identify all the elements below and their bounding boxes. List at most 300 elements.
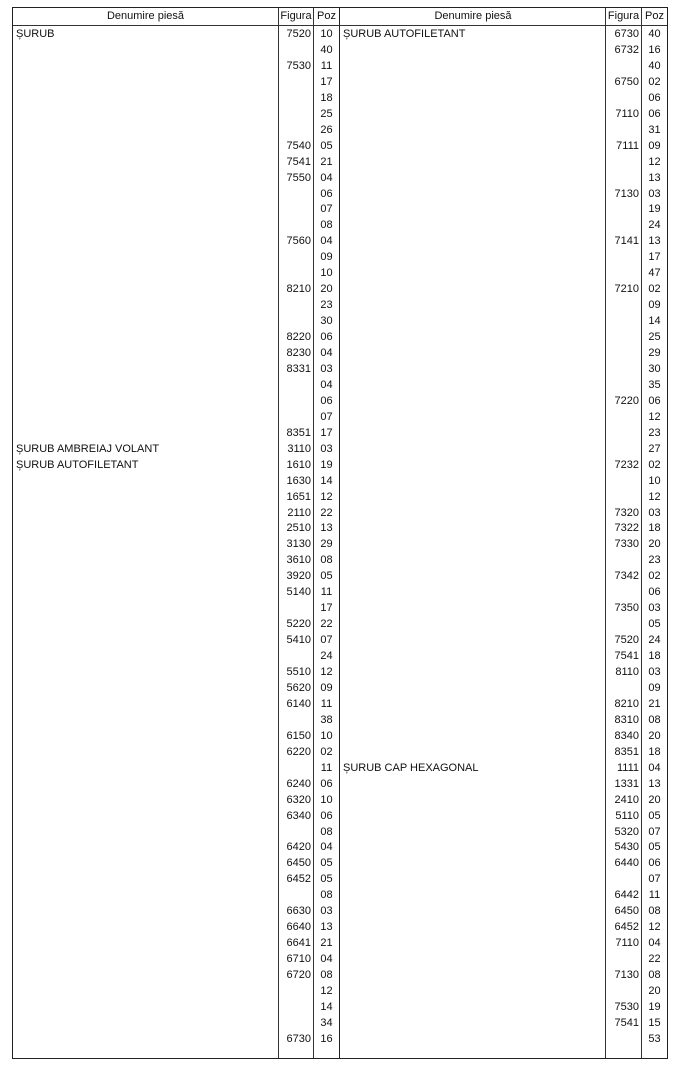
left-row-name xyxy=(16,249,274,265)
left-row-figura: 3920 xyxy=(286,570,311,583)
left-row-figura xyxy=(279,887,311,903)
right-row-name xyxy=(343,664,601,680)
right-row-figura: 6750 xyxy=(614,75,639,88)
right-row-name xyxy=(343,951,601,967)
right-row-name xyxy=(343,520,601,536)
left-row-name xyxy=(16,313,274,329)
left-row-figura: 7530 xyxy=(286,59,311,72)
left-row-name xyxy=(16,473,274,489)
right-row-figura xyxy=(606,1031,639,1047)
right-row-figura: 7111 xyxy=(616,139,639,152)
left-row-figura xyxy=(279,983,311,999)
right-row-name xyxy=(343,361,601,377)
right-row-poz: 23 xyxy=(648,554,661,567)
right-row-figura: 7130 xyxy=(614,187,639,200)
right-row-name xyxy=(343,600,601,616)
left-row-figura: 5410 xyxy=(286,634,311,647)
right-header-name: Denumire piesă xyxy=(434,10,512,22)
left-row-poz: 07 xyxy=(320,410,333,423)
left-row-name xyxy=(16,505,274,521)
right-row-poz: 06 xyxy=(648,857,661,870)
left-row-poz: 04 xyxy=(320,235,333,248)
left-row-name xyxy=(16,265,274,281)
right-row-name xyxy=(343,281,601,297)
left-row-figura: 7540 xyxy=(286,139,311,152)
left-row-poz: 19 xyxy=(320,458,333,471)
right-row-name xyxy=(343,616,601,632)
right-row-name xyxy=(343,808,601,824)
right-row-figura xyxy=(606,345,639,361)
right-row-poz: 04 xyxy=(648,937,661,950)
right-row-name xyxy=(343,999,601,1015)
left-row-name xyxy=(16,792,274,808)
left-header-figura: Figura xyxy=(280,10,312,22)
left-row-figura: 5220 xyxy=(286,618,311,631)
right-row-name: ȘURUB CAP HEXAGONAL xyxy=(343,761,479,774)
right-row-name xyxy=(343,935,601,951)
left-row-figura xyxy=(279,186,311,202)
right-row-poz: 03 xyxy=(648,187,661,200)
right-row-figura: 7530 xyxy=(614,1000,639,1013)
right-row-name xyxy=(343,217,601,233)
right-row-poz: 10 xyxy=(648,474,661,487)
table-half-divider xyxy=(339,8,340,1058)
right-row-name xyxy=(343,792,601,808)
right-row-figura xyxy=(606,154,639,170)
right-row-name xyxy=(343,1031,601,1047)
left-row-poz: 12 xyxy=(320,666,333,678)
left-row-poz: 17 xyxy=(320,602,333,615)
right-row-name xyxy=(343,42,601,58)
left-row-name xyxy=(16,776,274,792)
right-row-poz: 12 xyxy=(648,921,661,934)
left-row-poz: 06 xyxy=(320,394,333,407)
left-row-poz: 22 xyxy=(320,506,333,519)
right-row-poz: 13 xyxy=(648,777,661,790)
left-row-figura xyxy=(279,393,311,409)
left-row-name xyxy=(16,520,274,536)
right-row-poz: 15 xyxy=(648,1016,661,1029)
right-row-poz: 19 xyxy=(648,1000,661,1013)
right-row-name xyxy=(343,887,601,903)
left-row-figura: 6730 xyxy=(286,1032,311,1045)
left-row-name xyxy=(16,329,274,345)
right-row-figura: 6730 xyxy=(614,28,639,40)
left-row-figura xyxy=(279,217,311,233)
right-row-figura: 7110 xyxy=(615,937,639,950)
right-row-name xyxy=(343,696,601,712)
right-row-name xyxy=(343,313,601,329)
left-row-name xyxy=(16,696,274,712)
left-row-poz: 04 xyxy=(320,953,333,966)
right-row-poz: 12 xyxy=(648,410,661,423)
right-row-poz: 18 xyxy=(648,650,661,663)
left-row-poz: 11 xyxy=(320,59,333,72)
right-row-poz: 12 xyxy=(648,155,661,168)
right-row-poz: 16 xyxy=(648,43,661,56)
left-row-name xyxy=(16,393,274,409)
left-row-poz: 07 xyxy=(320,634,333,647)
right-header-poz: Poz xyxy=(645,10,664,22)
left-row-name xyxy=(16,983,274,999)
left-row-poz: 04 xyxy=(320,171,333,184)
right-row-poz: 12 xyxy=(648,490,661,503)
left-row-poz: 10 xyxy=(320,28,333,40)
left-row-poz: 08 xyxy=(320,969,333,982)
right-row-figura xyxy=(606,361,639,377)
left-row-figura: 1651 xyxy=(286,490,311,503)
left-row-name: ȘURUB xyxy=(16,28,55,40)
left-header-name: Denumire piesă xyxy=(106,10,185,22)
left-row-poz: 10 xyxy=(320,729,333,742)
right-row-figura: 7320 xyxy=(614,506,639,519)
left-row-figura xyxy=(279,760,311,776)
right-row-poz: 29 xyxy=(648,347,661,359)
right-row-figura: 5430 xyxy=(614,841,639,854)
left-row-poz: 14 xyxy=(320,474,333,487)
left-row-name xyxy=(16,297,274,313)
left-row-name xyxy=(16,345,274,361)
left-row-name xyxy=(16,935,274,951)
right-row-poz: 18 xyxy=(648,745,661,758)
right-row-name xyxy=(343,90,601,106)
left-row-name xyxy=(16,201,274,217)
right-row-figura xyxy=(606,983,639,999)
right-row-name xyxy=(343,473,601,489)
left-row-name xyxy=(16,233,274,249)
right-row-poz: 23 xyxy=(648,426,661,439)
left-row-name xyxy=(16,648,274,664)
left-row-poz: 14 xyxy=(320,1000,333,1013)
left-row-figura: 6630 xyxy=(286,905,311,918)
left-row-poz: 09 xyxy=(320,251,333,264)
right-row-poz: 17 xyxy=(648,251,661,264)
right-row-figura xyxy=(606,249,639,265)
right-row-figura xyxy=(606,313,639,329)
right-row-name xyxy=(343,457,601,473)
left-row-poz: 03 xyxy=(320,442,333,455)
left-row-poz: 08 xyxy=(320,554,333,567)
left-row-poz: 23 xyxy=(320,299,333,312)
left-row-figura: 7520 xyxy=(286,28,311,40)
right-row-figura: 8210 xyxy=(614,697,639,710)
left-row-poz: 10 xyxy=(320,793,333,806)
left-row-poz: 05 xyxy=(320,857,333,870)
right-row-name xyxy=(343,552,601,568)
right-row-figura: 6450 xyxy=(614,905,639,918)
left-row-name xyxy=(16,887,274,903)
left-row-name xyxy=(16,122,274,138)
left-row-figura xyxy=(279,377,311,393)
left-row-name: ȘURUB AMBREIAJ VOLANT xyxy=(16,442,160,455)
right-row-name xyxy=(343,1015,601,1031)
left-row-name xyxy=(16,377,274,393)
left-row-name xyxy=(16,568,274,584)
left-row-poz: 30 xyxy=(320,315,333,328)
right-row-poz: 02 xyxy=(648,75,661,88)
left-row-figura: 5620 xyxy=(286,681,311,694)
left-row-name xyxy=(16,760,274,776)
left-row-poz: 11 xyxy=(320,761,333,774)
right-row-poz: 09 xyxy=(648,139,661,152)
right-row-poz: 20 xyxy=(648,793,661,806)
right-row-figura: 1331 xyxy=(614,777,639,790)
right-row-poz: 06 xyxy=(648,586,661,599)
left-row-name xyxy=(16,552,274,568)
right-row-poz: 25 xyxy=(648,331,661,344)
right-row-figura: 7541 xyxy=(614,1016,639,1029)
left-row-poz: 24 xyxy=(320,650,333,663)
left-row-name xyxy=(16,919,274,935)
right-row-name xyxy=(343,74,601,90)
left-row-figura xyxy=(279,201,311,217)
left-row-figura xyxy=(279,999,311,1015)
left-row-name xyxy=(16,361,274,377)
left-row-name xyxy=(16,425,274,441)
left-row-name xyxy=(16,170,274,186)
left-row-poz: 13 xyxy=(320,921,333,934)
left-row-poz: 21 xyxy=(320,155,333,168)
left-row-poz: 11 xyxy=(320,586,333,599)
left-row-name xyxy=(16,951,274,967)
right-row-name xyxy=(343,824,601,840)
left-row-name xyxy=(16,489,274,505)
left-row-name xyxy=(16,186,274,202)
right-row-name xyxy=(343,855,601,871)
left-row-poz: 34 xyxy=(320,1016,333,1029)
right-row-name xyxy=(343,122,601,138)
left-row-figura xyxy=(279,265,311,281)
right-row-name xyxy=(343,680,601,696)
left-row-figura: 6450 xyxy=(286,857,311,870)
left-row-figura: 6150 xyxy=(286,729,311,742)
right-row-poz: 21 xyxy=(648,697,661,710)
left-row-poz: 06 xyxy=(320,777,333,790)
right-row-name xyxy=(343,648,601,664)
left-row-figura: 7541 xyxy=(286,155,311,168)
left-row-poz: 10 xyxy=(320,267,333,280)
left-row-figura: 8220 xyxy=(286,331,311,344)
right-row-poz: 19 xyxy=(648,203,661,216)
right-row-name xyxy=(343,409,601,425)
right-row-poz: 13 xyxy=(648,235,661,248)
right-row-name xyxy=(343,233,601,249)
left-row-poz: 17 xyxy=(320,75,333,88)
right-row-name xyxy=(343,839,601,855)
right-row-poz: 02 xyxy=(648,283,661,296)
left-row-poz: 11 xyxy=(320,697,333,710)
left-row-figura xyxy=(279,297,311,313)
left-row-figura: 3130 xyxy=(286,538,311,551)
left-row-figura: 8230 xyxy=(286,347,311,359)
left-row-name xyxy=(16,106,274,122)
left-row-name xyxy=(16,217,274,233)
right-row-poz: 06 xyxy=(648,91,661,104)
right-row-poz: 08 xyxy=(648,713,661,726)
left-row-name xyxy=(16,808,274,824)
left-row-name xyxy=(16,1015,274,1031)
right-row-poz: 27 xyxy=(648,442,661,455)
left-row-poz: 06 xyxy=(320,187,333,200)
left-row-figura xyxy=(279,249,311,265)
left-row-figura: 6452 xyxy=(286,873,311,886)
right-row-name xyxy=(343,568,601,584)
left-row-name xyxy=(16,744,274,760)
left-row-poz: 13 xyxy=(320,522,333,535)
left-row-name xyxy=(16,74,274,90)
left-row-figura xyxy=(279,824,311,840)
left-row-figura xyxy=(279,122,311,138)
right-row-poz: 06 xyxy=(648,107,661,120)
right-row-figura: 5110 xyxy=(615,809,639,822)
left-row-figura: 2510 xyxy=(286,522,311,535)
right-row-figura xyxy=(606,217,639,233)
right-row-poz: 05 xyxy=(648,618,661,631)
right-row-figura: 2410 xyxy=(614,793,639,806)
right-row-figura: 7210 xyxy=(614,283,639,296)
left-row-figura: 6720 xyxy=(286,969,311,982)
right-row-name xyxy=(343,983,601,999)
right-row-name xyxy=(343,441,601,457)
right-row-figura: 1111 xyxy=(616,761,639,774)
right-row-figura xyxy=(606,951,639,967)
left-row-poz: 12 xyxy=(320,985,333,997)
right-row-name xyxy=(343,186,601,202)
right-row-figura xyxy=(606,409,639,425)
right-row-name xyxy=(343,265,601,281)
left-row-name xyxy=(16,999,274,1015)
right-row-poz: 22 xyxy=(648,953,661,966)
right-row-name xyxy=(343,776,601,792)
left-row-name xyxy=(16,664,274,680)
left-row-figura: 6640 xyxy=(286,921,311,934)
left-row-figura: 7550 xyxy=(286,171,311,184)
left-row-name xyxy=(16,584,274,600)
right-row-figura xyxy=(606,584,639,600)
left-row-name xyxy=(16,680,274,696)
right-row-name xyxy=(343,106,601,122)
right-row-figura: 7130 xyxy=(614,969,639,982)
right-row-figura: 7220 xyxy=(614,394,639,407)
left-row-name xyxy=(16,90,274,106)
left-row-poz: 03 xyxy=(320,905,333,918)
right-row-figura xyxy=(606,425,639,441)
left-row-poz: 38 xyxy=(320,713,333,726)
left-row-poz: 21 xyxy=(320,937,333,950)
right-row-name xyxy=(343,505,601,521)
right-row-poz: 06 xyxy=(648,394,661,407)
left-row-poz: 06 xyxy=(320,331,333,344)
left-row-name xyxy=(16,903,274,919)
left-row-figura: 2110 xyxy=(287,506,311,519)
right-row-poz: 18 xyxy=(648,522,661,535)
right-row-figura: 8110 xyxy=(615,666,639,678)
right-row-poz: 08 xyxy=(648,969,661,982)
right-row-poz: 09 xyxy=(648,299,661,312)
left-row-figura xyxy=(279,648,311,664)
right-row-figura xyxy=(606,489,639,505)
left-row-name xyxy=(16,600,274,616)
right-row-poz: 35 xyxy=(648,378,661,391)
left-row-poz: 08 xyxy=(320,825,333,838)
left-row-poz: 08 xyxy=(320,889,333,902)
left-row-figura xyxy=(279,42,311,58)
right-row-name xyxy=(343,871,601,887)
left-row-poz: 20 xyxy=(320,283,333,296)
right-row-name xyxy=(343,489,601,505)
right-header-figura: Figura xyxy=(607,10,640,22)
right-row-figura: 8310 xyxy=(614,713,639,726)
right-row-figura: 7520 xyxy=(614,634,639,647)
left-row-name xyxy=(16,138,274,154)
right-row-name xyxy=(343,297,601,313)
right-row-figura: 7110 xyxy=(615,107,639,120)
right-row-poz: 04 xyxy=(648,761,661,774)
left-row-poz: 02 xyxy=(320,745,333,758)
left-row-poz: 05 xyxy=(320,873,333,886)
left-row-name: ȘURUB AUTOFILETANT xyxy=(16,458,139,471)
left-row-poz: 12 xyxy=(320,490,333,503)
right-row-figura: 7322 xyxy=(614,522,639,535)
left-row-figura xyxy=(279,106,311,122)
right-row-name xyxy=(343,536,601,552)
left-row-name xyxy=(16,281,274,297)
left-row-figura: 6710 xyxy=(286,953,311,966)
left-row-figura: 3110 xyxy=(287,442,311,455)
left-row-figura: 6340 xyxy=(286,809,311,822)
left-row-figura: 5140 xyxy=(286,586,311,599)
right-row-poz: 07 xyxy=(648,873,661,886)
right-row-poz: 30 xyxy=(648,362,661,375)
left-row-name xyxy=(16,728,274,744)
right-row-poz: 24 xyxy=(648,219,661,232)
right-row-poz: 08 xyxy=(648,905,661,918)
right-row-figura: 6442 xyxy=(614,889,639,902)
right-row-name xyxy=(343,249,601,265)
right-row-figura: 8340 xyxy=(614,729,639,742)
right-row-figura xyxy=(606,90,639,106)
right-row-name xyxy=(343,632,601,648)
right-row-figura: 8351 xyxy=(614,745,639,758)
left-row-figura xyxy=(279,409,311,425)
right-row-name xyxy=(343,345,601,361)
left-row-name xyxy=(16,855,274,871)
right-row-name xyxy=(343,329,601,345)
right-row-name xyxy=(343,903,601,919)
left-row-name xyxy=(16,712,274,728)
left-header-poz: Poz xyxy=(317,10,336,22)
right-row-poz: 03 xyxy=(648,602,661,615)
left-row-figura xyxy=(279,712,311,728)
right-row-name: ȘURUB AUTOFILETANT xyxy=(343,28,466,40)
right-row-figura: 6452 xyxy=(614,921,639,934)
right-row-poz: 09 xyxy=(648,681,661,694)
left-row-poz: 05 xyxy=(320,139,333,152)
left-row-poz: 16 xyxy=(320,1032,333,1045)
left-row-name xyxy=(16,58,274,74)
right-row-poz: 20 xyxy=(648,729,661,742)
right-row-figura xyxy=(606,329,639,345)
right-row-figura: 7541 xyxy=(614,650,639,663)
left-row-figura: 6420 xyxy=(286,841,311,854)
left-row-figura: 7560 xyxy=(286,235,311,248)
left-row-figura: 8210 xyxy=(286,283,311,296)
right-row-poz: 07 xyxy=(648,825,661,838)
left-row-name xyxy=(16,409,274,425)
left-row-name xyxy=(16,536,274,552)
right-row-poz: 02 xyxy=(648,570,661,583)
left-row-poz: 18 xyxy=(320,91,333,104)
